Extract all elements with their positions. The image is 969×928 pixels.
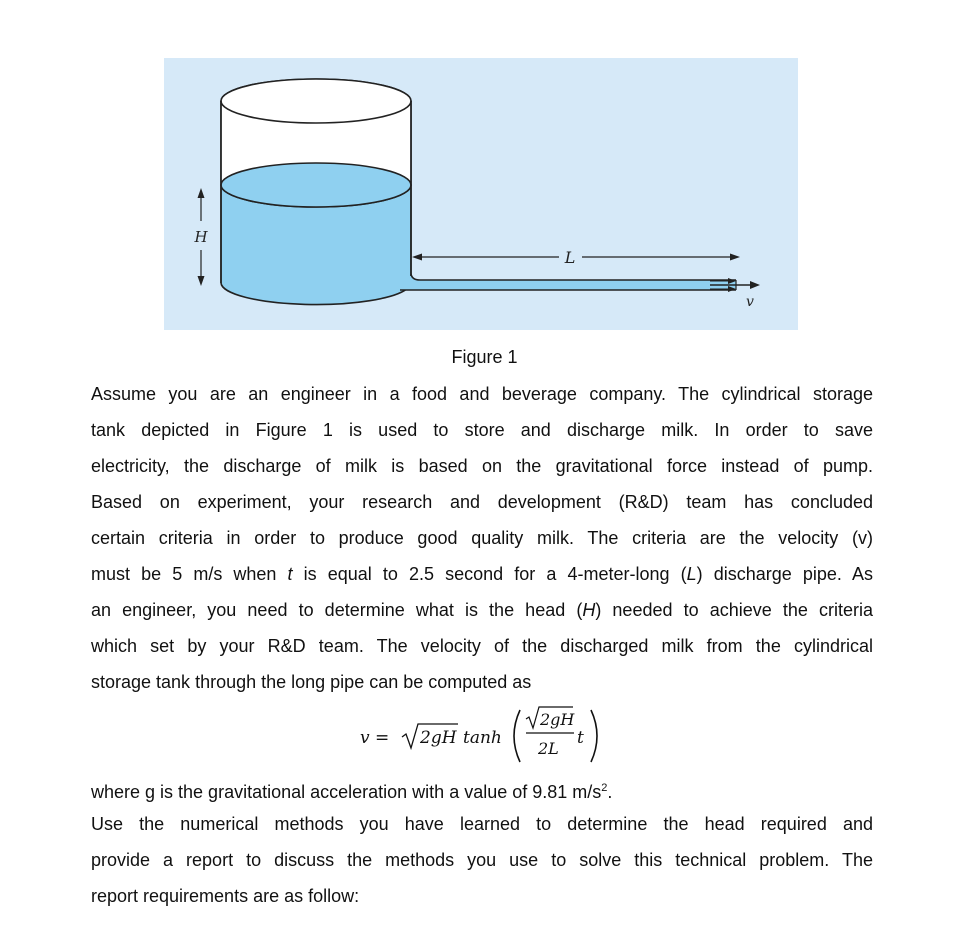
fraction-denominator: 2L (538, 739, 559, 758)
text-line: tank depicted in Figure 1 is used to store and discharge milk. In order to save (91, 420, 873, 440)
velocity-label: v (746, 294, 754, 310)
equation-time: t (577, 728, 584, 748)
left-paren-icon (514, 710, 520, 762)
head-label: H (194, 228, 208, 246)
text-segment: ) discharge pipe. As (696, 564, 873, 584)
text-line (91, 592, 873, 628)
text-line: Use the numerical methods you have learned to determine the head required and (91, 814, 873, 834)
text-segment: where g is the gravitational acceleration with a value of 9.81 m/s (91, 782, 602, 802)
text-line: electricity, the discharge of milk is based on the gravitational force instead of pump. (91, 456, 873, 476)
tank-rim-outline (221, 79, 411, 123)
head-symbol: H (582, 600, 596, 620)
text-segment: . (607, 782, 613, 802)
right-paren-icon (591, 710, 597, 762)
text-segment: an engineer, you need to determine what is the head ( (91, 600, 583, 620)
equation-function: tanh (463, 728, 502, 748)
time-symbol: t (287, 564, 293, 584)
velocity-equation (360, 702, 640, 766)
length-label: L (564, 248, 576, 267)
fraction-numerator: 2gH (540, 710, 575, 729)
figure-caption: Figure 1 (451, 347, 518, 367)
length-symbol: L (686, 564, 697, 584)
text-line: storage tank through the long pipe can be computed as (91, 672, 532, 692)
text-line (91, 770, 873, 806)
text-line: provide a report to discuss the methods you use to solve this technical problem. The (91, 850, 873, 870)
liquid-surface-top (221, 163, 411, 207)
text-segment: ) needed to achieve the criteria (595, 600, 873, 620)
text-line: report requirements are as follow: (91, 886, 360, 906)
after-paragraph (91, 770, 873, 914)
problem-paragraph (91, 376, 873, 700)
text-segment: must be 5 m/s when (91, 564, 288, 584)
tank-figure (164, 58, 798, 330)
equation-sqrt-term: 2gH (420, 728, 457, 748)
equation-lhs: v = (360, 728, 390, 748)
text-line: Assume you are an engineer in a food and beverage company. The cylindrical storage (91, 384, 873, 404)
text-line (91, 556, 873, 592)
superscript: 2 (601, 782, 608, 794)
text-line: which set by your R&D team. The velocity of the discharged milk from the cylindrical (91, 636, 873, 656)
text-line: Based on experiment, your research and development (R&D) team has concluded (91, 492, 873, 512)
text-segment: is equal to 2.5 second for a 4-meter-long ( (292, 564, 687, 584)
text-line: certain criteria in order to produce good quality milk. The criteria are the velocity (v) (91, 528, 873, 548)
